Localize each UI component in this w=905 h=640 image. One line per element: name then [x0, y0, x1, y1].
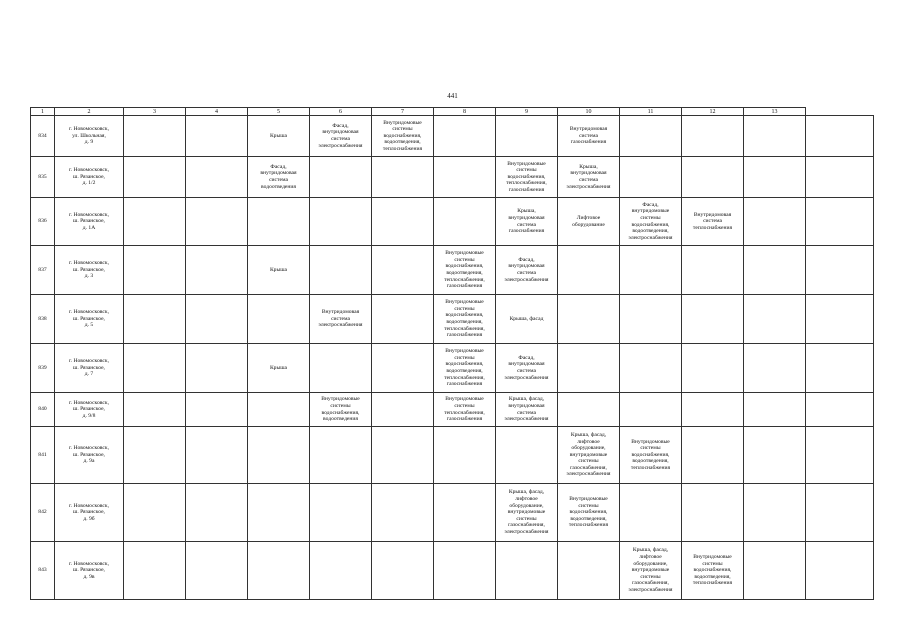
- table-cell: [620, 246, 682, 295]
- table-cell: Крыша: [248, 344, 310, 393]
- row-number-cell: 838: [31, 295, 55, 344]
- row-number-cell: 843: [31, 542, 55, 600]
- column-header: 3: [124, 108, 186, 116]
- table-row: [31, 542, 874, 600]
- table-cell: [124, 427, 186, 484]
- table-row: [31, 344, 874, 393]
- address-cell: г. Новомосковск, ул. Школьная, д. 9: [55, 116, 124, 157]
- table-cell: [434, 116, 496, 157]
- table-cell: [372, 295, 434, 344]
- table-cell: Крыша, фасад, лифтовое оборудование, внутридомовые системы газоснабжения, электроснабжения: [620, 542, 682, 600]
- table-cell: [496, 427, 558, 484]
- table-cell: Внутридомовые системы теплоснабжения, газоснабжения: [434, 393, 496, 427]
- table-cell: [744, 157, 806, 198]
- table-cell: [186, 427, 248, 484]
- table-cell: [372, 542, 434, 600]
- column-header: 6: [310, 108, 372, 116]
- table-cell: [744, 542, 806, 600]
- table-row: [31, 484, 874, 542]
- table-row: [31, 246, 874, 295]
- table-cell: [124, 116, 186, 157]
- table-cell: [372, 157, 434, 198]
- table-cell: [744, 198, 806, 246]
- table-cell: [682, 116, 744, 157]
- table-cell: [310, 427, 372, 484]
- table-row: [31, 116, 874, 157]
- table-cell: [620, 116, 682, 157]
- table-cell: [248, 295, 310, 344]
- table-cell: Внутридомовая система теплоснабжения: [682, 198, 744, 246]
- table-cell: [248, 198, 310, 246]
- table-cell: [682, 157, 744, 198]
- table-cell: Внутридомовые системы водоснабжения, теплоснабжения, газоснабжения: [496, 157, 558, 198]
- table-cell: [124, 542, 186, 600]
- column-header: 12: [682, 108, 744, 116]
- table-cell: [558, 295, 620, 344]
- table-cell: [558, 542, 620, 600]
- table-cell: [744, 344, 806, 393]
- table-cell: [744, 484, 806, 542]
- table-cell: Крыша, внутридомовая система газоснабжения: [496, 198, 558, 246]
- table-cell: [310, 344, 372, 393]
- address-cell: г. Новомосковск, ш. Рязанское, д. 1/2: [55, 157, 124, 198]
- table-cell: [372, 484, 434, 542]
- table-cell: Внутридомовая система электроснабжения: [310, 295, 372, 344]
- address-cell: г. Новомосковск, ш. Рязанское, д. 1А: [55, 198, 124, 246]
- table-cell: Крыша, фасад: [496, 295, 558, 344]
- table-cell: Внутридомовые системы водоснабжения, водоотведения, теплоснабжения: [682, 542, 744, 600]
- column-header: 13: [744, 108, 806, 116]
- table-cell: [744, 427, 806, 484]
- row-number-cell: 841: [31, 427, 55, 484]
- table-cell: Лифтовое оборудование: [558, 198, 620, 246]
- row-number-cell: 839: [31, 344, 55, 393]
- table-cell: [186, 246, 248, 295]
- table-cell: [806, 116, 874, 157]
- table-row: [31, 157, 874, 198]
- table-cell: [186, 295, 248, 344]
- table-cell: [248, 484, 310, 542]
- table-cell: [744, 295, 806, 344]
- column-header: 8: [434, 108, 496, 116]
- table-row: [31, 295, 874, 344]
- table-row: [31, 393, 874, 427]
- table-cell: [558, 344, 620, 393]
- table-cell: [434, 427, 496, 484]
- table-cell: [496, 116, 558, 157]
- table-cell: [434, 484, 496, 542]
- table-cell: [806, 344, 874, 393]
- table-cell: [372, 246, 434, 295]
- column-header: 7: [372, 108, 434, 116]
- table-cell: [806, 542, 874, 600]
- table-cell: [558, 393, 620, 427]
- row-number-cell: 834: [31, 116, 55, 157]
- column-header: 9: [496, 108, 558, 116]
- table-cell: [186, 116, 248, 157]
- table-cell: Внутридомовые системы водоснабжения, водоотведения, теплоснабжения: [620, 427, 682, 484]
- table-cell: Внутридомовые системы водоснабжения, водоотведения, теплоснабжения, газоснабжения: [434, 295, 496, 344]
- address-cell: г. Новомосковск, ш. Рязанское, д. 5: [55, 295, 124, 344]
- address-cell: г. Новомосковск, ш. Рязанское, д. 9а: [55, 427, 124, 484]
- row-number-cell: 837: [31, 246, 55, 295]
- table-cell: [186, 484, 248, 542]
- table-cell: [620, 393, 682, 427]
- table-cell: [682, 427, 744, 484]
- table-cell: Внутридомовые системы водоснабжения, водоотведения, теплоснабжения: [372, 116, 434, 157]
- column-header: 10: [558, 108, 620, 116]
- table-cell: [682, 295, 744, 344]
- table-cell: [310, 246, 372, 295]
- repair-schedule-table: [30, 107, 874, 600]
- column-header: 4: [186, 108, 248, 116]
- table-cell: [372, 198, 434, 246]
- table-cell: Крыша: [248, 246, 310, 295]
- address-cell: г. Новомосковск, ш. Рязанское, д. 7: [55, 344, 124, 393]
- table-cell: Внутридомовая система газоснабжения: [558, 116, 620, 157]
- table-cell: [558, 246, 620, 295]
- column-header: 1: [31, 108, 55, 116]
- table-cell: [806, 393, 874, 427]
- table-cell: [620, 344, 682, 393]
- address-cell: г. Новомосковск, ш. Рязанское, д. 9б: [55, 484, 124, 542]
- table-cell: [124, 246, 186, 295]
- table-cell: [124, 484, 186, 542]
- table-cell: Крыша, фасад, лифтовое оборудование, внутридомовые системы газоснабжения, электроснабжения: [496, 484, 558, 542]
- column-header: 11: [620, 108, 682, 116]
- table-cell: Крыша, фасад, внутридомовая система электроснабжения: [496, 393, 558, 427]
- table-cell: [806, 198, 874, 246]
- header-row: [31, 108, 874, 116]
- table-cell: [682, 484, 744, 542]
- table-row: [31, 198, 874, 246]
- table-cell: [806, 157, 874, 198]
- table-cell: [186, 344, 248, 393]
- table-cell: [186, 393, 248, 427]
- table-cell: [124, 393, 186, 427]
- table-cell: [310, 157, 372, 198]
- table-cell: [682, 246, 744, 295]
- table-cell: Фасад, внутридомовые системы водоснабжения, водоотведения, электроснабжения: [620, 198, 682, 246]
- table-cell: [744, 116, 806, 157]
- table-cell: [310, 198, 372, 246]
- table-body: [31, 108, 874, 600]
- table-cell: Фасад, внутридомовая система электроснабжения: [310, 116, 372, 157]
- address-cell: г. Новомосковск, ш. Рязанское, д. 9/8: [55, 393, 124, 427]
- table-cell: [124, 295, 186, 344]
- table-cell: [372, 393, 434, 427]
- row-number-cell: 842: [31, 484, 55, 542]
- table-cell: Внутридомовые системы водоснабжения, водоотведения, теплоснабжения: [558, 484, 620, 542]
- table-cell: [434, 198, 496, 246]
- table-cell: [434, 157, 496, 198]
- table-cell: [620, 484, 682, 542]
- table-cell: [496, 542, 558, 600]
- table-cell: [124, 157, 186, 198]
- column-header: 5: [248, 108, 310, 116]
- table-cell: [620, 295, 682, 344]
- address-cell: г. Новомосковск, ш. Рязанское, д. 9в: [55, 542, 124, 600]
- page-number: 441: [447, 92, 458, 100]
- row-number-cell: 835: [31, 157, 55, 198]
- table-cell: [744, 393, 806, 427]
- table-cell: [620, 157, 682, 198]
- table-cell: [186, 198, 248, 246]
- table-cell: [124, 344, 186, 393]
- table-cell: [372, 427, 434, 484]
- table-cell: Крыша: [248, 116, 310, 157]
- table-cell: [372, 344, 434, 393]
- table-cell: Крыша, внутридомовая система электроснабжения: [558, 157, 620, 198]
- table-cell: [744, 246, 806, 295]
- table-cell: Внутридомовые системы водоснабжения, водоотведения, теплоснабжения, газоснабжения: [434, 246, 496, 295]
- table-cell: [434, 542, 496, 600]
- table-cell: [806, 427, 874, 484]
- row-number-cell: 840: [31, 393, 55, 427]
- table-cell: Фасад, внутридомовая система электроснабжения: [496, 344, 558, 393]
- address-cell: г. Новомосковск, ш. Рязанское, д. 3: [55, 246, 124, 295]
- table-cell: [124, 198, 186, 246]
- table-cell: Фасад, внутридомовая система электроснабжения: [496, 246, 558, 295]
- table-cell: [806, 484, 874, 542]
- column-header: 2: [55, 108, 124, 116]
- table-cell: [248, 427, 310, 484]
- table-cell: [806, 295, 874, 344]
- table-row: [31, 427, 874, 484]
- table-cell: [310, 484, 372, 542]
- table-cell: [248, 542, 310, 600]
- table-cell: [682, 344, 744, 393]
- row-number-cell: 836: [31, 198, 55, 246]
- table-cell: Внутридомовые системы водоснабжения, водоотведения, теплоснабжения, газоснабжения: [434, 344, 496, 393]
- table-cell: [682, 393, 744, 427]
- table-cell: Крыша, фасад, лифтовое оборудование, внутридомовые системы газоснабжения, электроснабжения: [558, 427, 620, 484]
- table-cell: [248, 393, 310, 427]
- table-cell: [310, 542, 372, 600]
- table-cell: Фасад, внутридомовая система водоотведения: [248, 157, 310, 198]
- table-cell: [186, 157, 248, 198]
- table-cell: Внутридомовые системы водоснабжения, водоотведения: [310, 393, 372, 427]
- table-cell: [806, 246, 874, 295]
- table-cell: [186, 542, 248, 600]
